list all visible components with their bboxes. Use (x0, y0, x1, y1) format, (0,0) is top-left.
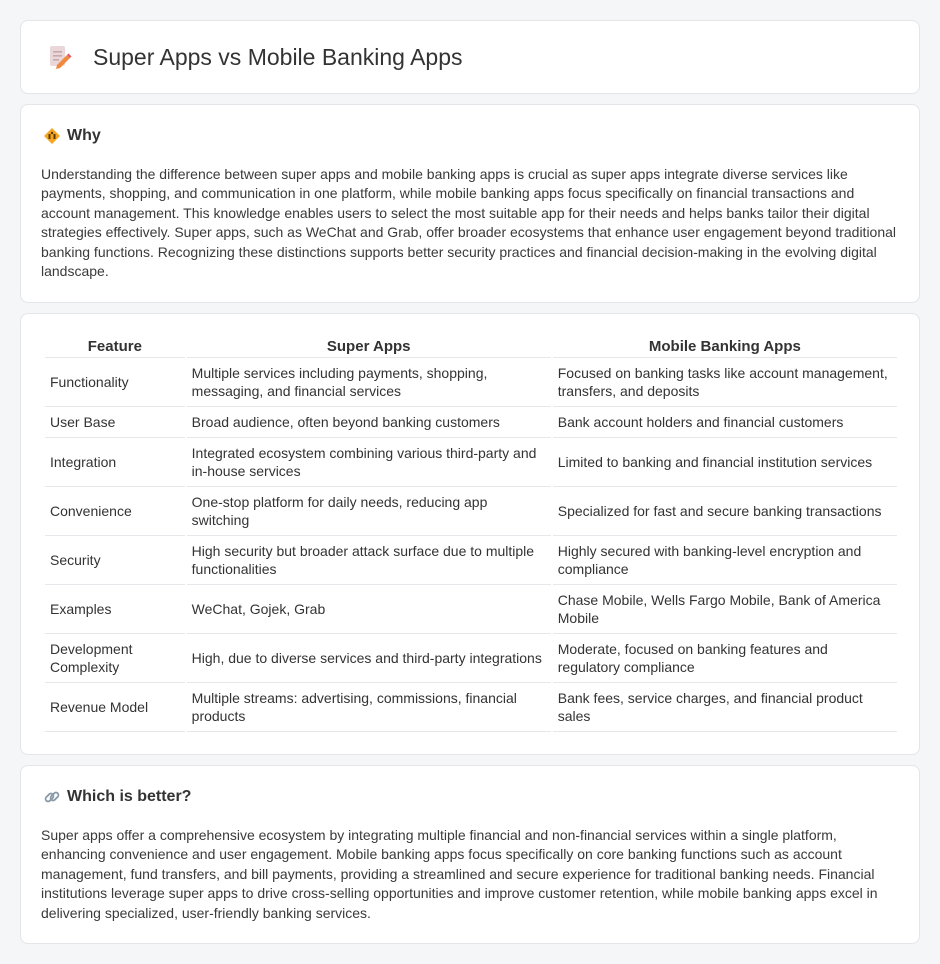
feature-cell: Examples (45, 585, 185, 634)
feature-cell: Convenience (45, 487, 185, 536)
header-card (20, 20, 920, 94)
better-text: Super apps offer a comprehensive ecosystem by integrating multiple financial and non-financial services within a single platform, enhancing convenience and user engagement. Mobile banking apps focus specifically on core banking functions such as account management, fund transfers, and bill payments, providing a streamlined and secure experience for traditional banking needs. Financial institutions leverage super apps to drive cross-selling opportunities and improve customer retention, while mobile banking apps excel in delivering specialized, user-friendly banking services. (41, 827, 878, 921)
column-header-feature: Feature (45, 336, 185, 358)
table-row (45, 358, 897, 407)
which-is-better-section (20, 765, 920, 944)
feature-cell: User Base (45, 407, 185, 438)
mobile-banking-cell: Bank account holders and financial customers (553, 407, 897, 438)
mobile-banking-cell: Specialized for fast and secure banking transactions (553, 487, 897, 536)
table-row (45, 438, 897, 487)
super-apps-cell: Multiple streams: advertising, commissions, financial products (187, 683, 551, 732)
table-row (45, 536, 897, 585)
mobile-banking-cell: Focused on banking tasks like account management, transfers, and deposits (553, 358, 897, 407)
mobile-banking-cell: Limited to banking and financial institution services (553, 438, 897, 487)
feature-cell: Functionality (45, 358, 185, 407)
table-row (45, 585, 897, 634)
super-apps-cell: Integrated ecosystem combining various third-party and in-house services (187, 438, 551, 487)
super-apps-cell: One-stop platform for daily needs, reducing app switching (187, 487, 551, 536)
comparison-table (43, 336, 899, 732)
super-apps-cell: High security but broader attack surface due to multiple functionalities (187, 536, 551, 585)
table-row (45, 487, 897, 536)
comparison-table-card (20, 313, 920, 755)
mobile-banking-cell: Bank fees, service charges, and financial product sales (553, 683, 897, 732)
super-apps-cell: WeChat, Gojek, Grab (187, 585, 551, 634)
table-row (45, 634, 897, 683)
super-apps-cell: Broad audience, often beyond banking customers (187, 407, 551, 438)
why-heading-row (43, 127, 101, 145)
mobile-banking-cell: Highly secured with banking-level encryption and compliance (553, 536, 897, 585)
feature-cell: Integration (45, 438, 185, 487)
warning-sign-icon (43, 127, 61, 145)
why-heading: Why (67, 127, 101, 144)
table-row (45, 683, 897, 732)
mobile-banking-cell: Chase Mobile, Wells Fargo Mobile, Bank of America Mobile (553, 585, 897, 634)
mobile-banking-cell: Moderate, focused on banking features and regulatory compliance (553, 634, 897, 683)
super-apps-cell: Multiple services including payments, shopping, messaging, and financial services (187, 358, 551, 407)
why-section (20, 104, 920, 303)
feature-cell: Security (45, 536, 185, 585)
why-text: Understanding the difference between super apps and mobile banking apps is crucial as super apps integrate diverse services like payments, shopping, and communication in one platform, while mobile banking apps focus specifically on financial transactions and account management. This knowledge enables users to select the most suitable app for their needs and helps banks tailor their digital strategies effectively. Super apps, such as WeChat and Grab, offer broader ecosystems that enhance user engagement beyond traditional banking functions. Recognizing these distinctions supports better security practices and financial decision-making in the evolving digital landscape. (41, 166, 897, 280)
feature-cell: Development Complexity (45, 634, 185, 683)
feature-cell: Revenue Model (45, 683, 185, 732)
page-title: Super Apps vs Mobile Banking Apps (93, 43, 463, 70)
title-row (45, 43, 463, 71)
column-header-super-apps: Super Apps (187, 336, 551, 358)
better-heading: Which is better? (67, 788, 192, 805)
super-apps-cell: High, due to diverse services and third-party integrations (187, 634, 551, 683)
document-pencil-icon (45, 43, 73, 71)
link-icon (43, 788, 61, 806)
table-header-row (45, 336, 897, 358)
column-header-mobile-banking-apps: Mobile Banking Apps (553, 336, 897, 358)
table-row (45, 407, 897, 438)
better-heading-row (43, 788, 191, 806)
